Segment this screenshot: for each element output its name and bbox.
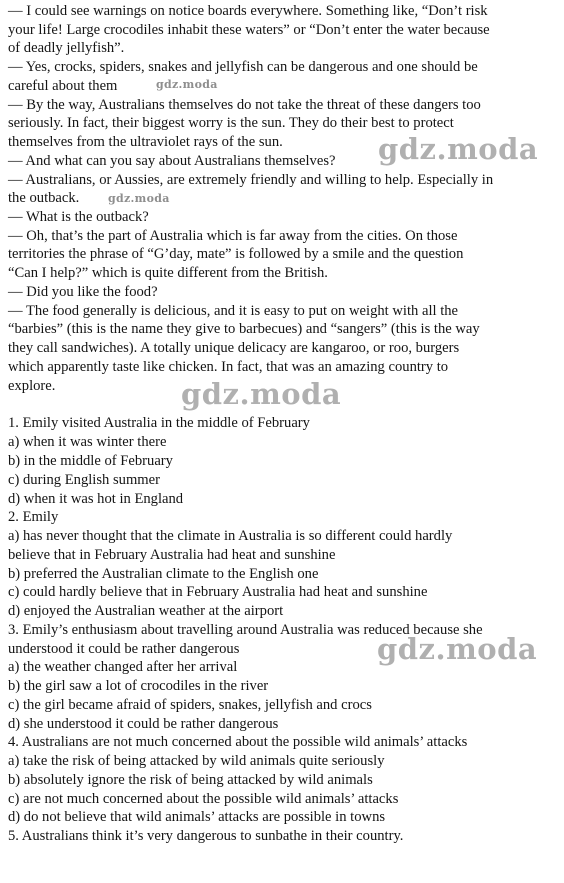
dialogue-line: territories the phrase of “G’day, mate” is followed by a smile and the question: [8, 246, 464, 262]
answer-option: b) absolutely ignore the risk of being attacked by wild animals: [8, 772, 373, 788]
dialogue-line: — And what can you say about Australians themselves?: [8, 153, 336, 169]
dialogue-line: — I could see warnings on notice boards everywhere. Something like, “Don’t risk: [8, 3, 488, 19]
answer-option: c) the girl became afraid of spiders, snakes, jellyfish and crocs: [8, 697, 372, 713]
dialogue-line: “barbies” (this is the name they give to barbecues) and “sangers” (this is the way: [8, 321, 480, 337]
answer-option: c) are not much concerned about the possible wild animals’ attacks: [8, 791, 399, 807]
watermark: gdz.moda: [108, 192, 170, 205]
dialogue-line: — By the way, Australians themselves do not take the threat of these dangers too: [8, 97, 481, 113]
answer-option: c) could hardly believe that in February Australia had heat and sunshine: [8, 584, 428, 600]
answer-option: c) during English summer: [8, 472, 160, 488]
question-item: 2. Emily: [8, 509, 59, 525]
answer-option: b) preferred the Australian climate to the English one: [8, 566, 319, 582]
question-item: understood it could be rather dangerous: [8, 641, 240, 657]
question-item: 3. Emily’s enthusiasm about travelling around Australia was reduced because she: [8, 622, 483, 638]
dialogue-line: — Oh, that’s the part of Australia which is far away from the cities. On those: [8, 228, 458, 244]
dialogue-line: they call sandwiches). A totally unique delicacy are kangaroo, or roo, burgers: [8, 340, 460, 356]
dialogue-line: — Yes, crocks, spiders, snakes and jellyfish can be dangerous and one should be: [8, 59, 478, 75]
answer-option: b) the girl saw a lot of crocodiles in the river: [8, 678, 269, 694]
question-item: 5. Australians think it’s very dangerous to sunbathe in their country.: [8, 828, 404, 844]
dialogue-line: “Can I help?” which is quite different from the British.: [8, 265, 328, 281]
answer-option: a) has never thought that the climate in Australia is so different could hardly: [8, 528, 453, 544]
dialogue-line: which apparently taste like chicken. In fact, that was an amazing country to: [8, 359, 449, 375]
watermark: gdz.moda: [378, 132, 539, 166]
dialogue-line: — Did you like the food?: [8, 284, 158, 300]
dialogue-line: — The food generally is delicious, and it is easy to put on weight with all the: [8, 303, 459, 319]
watermark: gdz.moda: [377, 632, 538, 666]
answer-option: a) take the risk of being attacked by wild animals quite seriously: [8, 753, 385, 769]
answer-option: d) she understood it could be rather dangerous: [8, 716, 279, 732]
answer-option: believe that in February Australia had heat and sunshine: [8, 547, 336, 563]
answer-option: d) enjoyed the Australian weather at the airport: [8, 603, 284, 619]
dialogue-line: the outback.: [8, 190, 80, 206]
answer-option: b) in the middle of February: [8, 453, 173, 469]
watermark: gdz.moda: [156, 78, 218, 91]
dialogue-line: — What is the outback?: [8, 209, 149, 225]
answer-option: a) when it was winter there: [8, 434, 167, 450]
answer-option: a) the weather changed after her arrival: [8, 659, 238, 675]
question-item: 4. Australians are not much concerned about the possible wild animals’ attacks: [8, 734, 468, 750]
answer-option: d) do not believe that wild animals’ attacks are possible in towns: [8, 809, 386, 825]
dialogue-line: themselves from the ultraviolet rays of the sun.: [8, 134, 283, 150]
dialogue-line: — Australians, or Aussies, are extremely friendly and willing to help. Especially in: [8, 172, 494, 188]
dialogue-line: your life! Large crocodiles inhabit these waters” or “Don’t enter the water because: [8, 22, 490, 38]
dialogue-line: careful about them: [8, 78, 118, 94]
dialogue-line: seriously. In fact, their biggest worry is the sun. They do their best to protect: [8, 115, 454, 131]
dialogue-line: of deadly jellyfish”.: [8, 40, 125, 56]
question-item: 1. Emily visited Australia in the middle of February: [8, 415, 310, 431]
answer-option: d) when it was hot in England: [8, 491, 184, 507]
watermark: gdz.moda: [181, 377, 342, 411]
dialogue-line: explore.: [8, 378, 56, 394]
